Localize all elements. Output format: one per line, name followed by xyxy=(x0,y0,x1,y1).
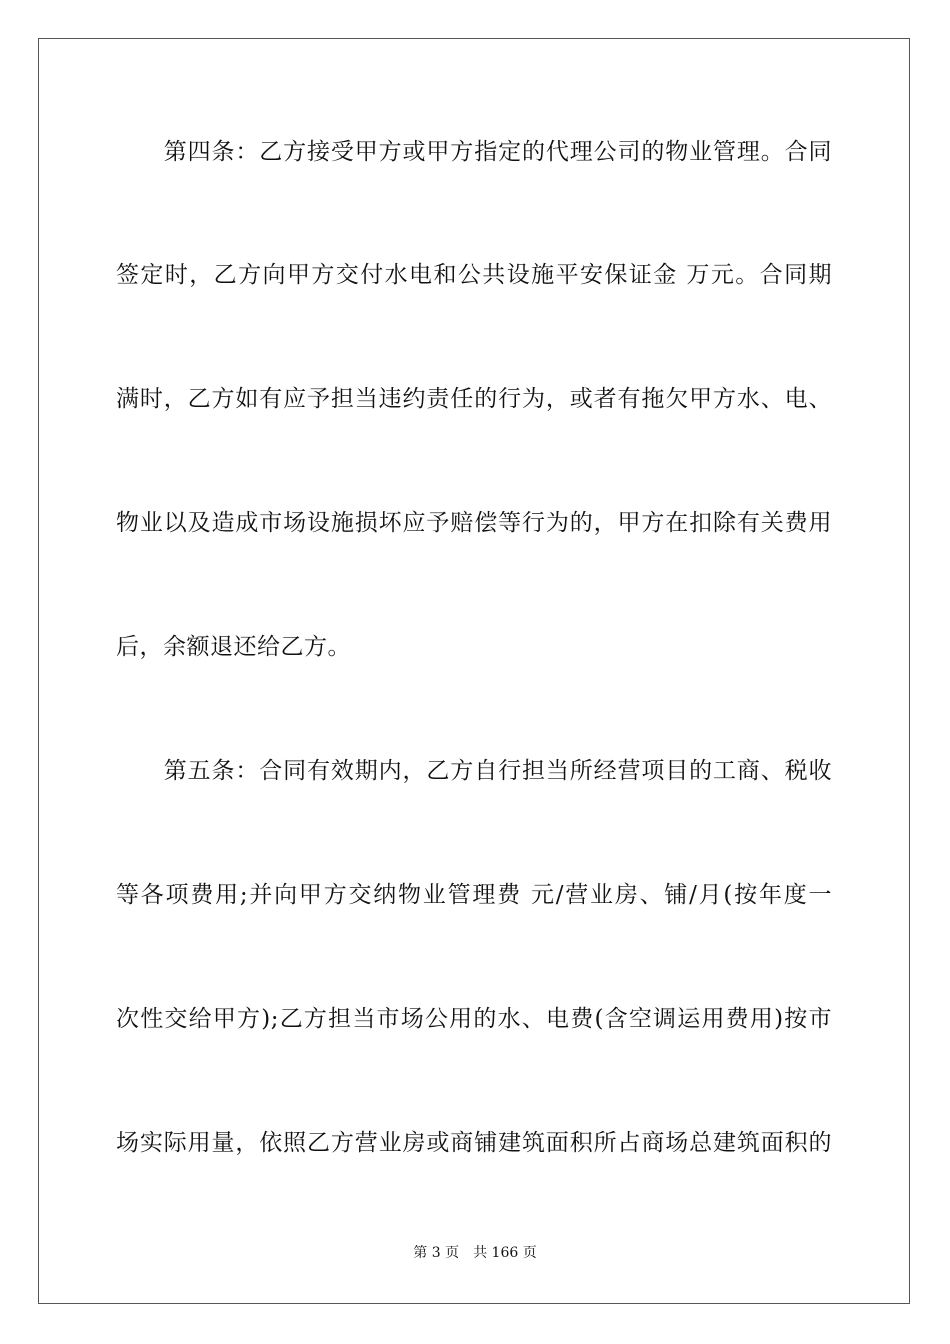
page-footer xyxy=(0,1244,950,1262)
total-pages: 共 166 页 xyxy=(473,1245,537,1261)
paragraph-line: 第四条：乙方接受甲方或甲方指定的代理公司的物业管理。合同 xyxy=(116,139,832,165)
page-number: 第 3 页 xyxy=(413,1245,460,1261)
paragraph-line: 后，余额退还给乙方。 xyxy=(116,634,351,660)
page-border xyxy=(38,38,910,1304)
paragraph-line: 场实际用量，依照乙方营业房或商铺建筑面积所占商场总建筑面积的 xyxy=(116,1130,832,1156)
paragraph-line: 满时，乙方如有应予担当违约责任的行为，或者有拖欠甲方水、电、 xyxy=(116,386,832,412)
paragraph-line: 签定时，乙方向甲方交付水电和公共设施平安保证金 万元。合同期 xyxy=(116,262,832,288)
paragraph-line: 等各项费用;并向甲方交纳物业管理费 元/营业房、铺/月(按年度一 xyxy=(116,882,833,908)
paragraph-line: 第五条：合同有效期内，乙方自行担当所经营项目的工商、税收 xyxy=(116,758,832,784)
paragraph-line: 物业以及造成市场设施损坏应予赔偿等行为的，甲方在扣除有关费用 xyxy=(116,510,832,536)
paragraph-line: 次性交给甲方);乙方担当市场公用的水、电费(含空调运用费用)按市 xyxy=(116,1006,832,1032)
